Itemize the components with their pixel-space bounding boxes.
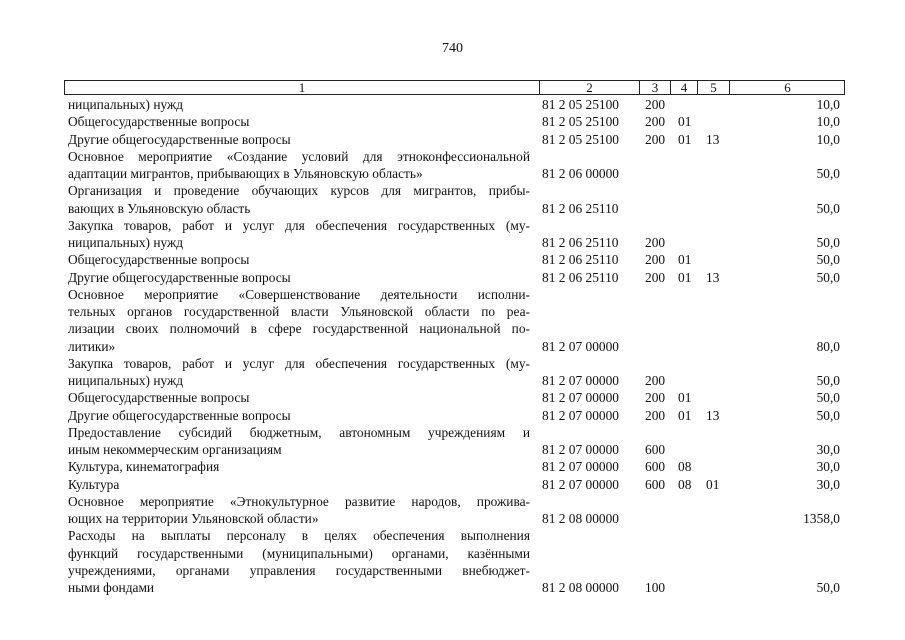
row-col-3: 600 <box>645 476 666 492</box>
row-col-3: 200 <box>645 269 666 285</box>
table-row <box>0 493 905 510</box>
row-amount: 30,0 <box>816 459 840 475</box>
row-description: ниципальных) нужд <box>68 97 184 112</box>
row-description: Культура <box>68 476 120 492</box>
row-code: 81 2 05 25100 <box>542 97 619 112</box>
table-row <box>0 372 905 389</box>
header-col-3: 3 <box>640 81 671 95</box>
row-description: Основное мероприятие «Совершенствование деятельности исполни- <box>68 286 530 302</box>
row-code: 81 2 06 25110 <box>542 235 619 250</box>
row-amount: 50,0 <box>816 235 840 250</box>
row-amount: 50,0 <box>816 580 840 595</box>
row-description: иным некоммерческим организациям <box>68 442 282 457</box>
table-header <box>64 80 845 95</box>
row-description: ными фондами <box>68 580 155 595</box>
table-row <box>0 251 905 268</box>
row-description: ниципальных) нужд <box>68 373 184 388</box>
row-col-3: 200 <box>645 114 666 130</box>
row-description: Расходы на выплаты персоналу в целях обеспечения выполнения <box>68 528 530 544</box>
table-row <box>0 165 905 182</box>
row-col-4: 01 <box>678 269 692 285</box>
table-row <box>0 338 905 355</box>
row-col-3: 200 <box>645 235 666 250</box>
row-description: Общегосударственные вопросы <box>68 252 250 268</box>
row-description: Культура, кинематография <box>68 459 220 475</box>
row-amount: 30,0 <box>816 476 840 492</box>
table-row <box>0 96 905 113</box>
row-col-5: 13 <box>706 407 720 423</box>
table-row <box>0 131 905 148</box>
row-description: Общегосударственные вопросы <box>68 390 250 406</box>
row-amount: 1358,0 <box>803 511 840 526</box>
table-row <box>0 527 905 544</box>
row-description: Общегосударственные вопросы <box>68 114 250 130</box>
row-col-3: 200 <box>645 97 666 112</box>
row-description: учреждениями, органами управления государственными внебюджет- <box>68 562 530 578</box>
table-row <box>0 320 905 337</box>
row-col-3: 600 <box>645 442 666 457</box>
table-row <box>0 200 905 217</box>
row-description: функций государственными (муниципальными) органами, казёнными <box>68 545 530 561</box>
row-col-4: 01 <box>678 407 692 423</box>
table-row <box>0 510 905 527</box>
row-description: Закупка товаров, работ и услуг для обеспечения государственных (му- <box>68 355 530 371</box>
table-row <box>0 441 905 458</box>
row-code: 81 2 06 25110 <box>542 269 619 285</box>
row-description: Основное мероприятие «Этнокультурное развитие народов, прожива- <box>68 493 530 509</box>
row-col-5: 01 <box>706 476 720 492</box>
row-amount: 80,0 <box>816 338 840 354</box>
row-code: 81 2 06 00000 <box>542 166 619 181</box>
header-col-6: 6 <box>784 80 791 95</box>
row-description: тельных органов государственной власти Ульяновской области по реа- <box>68 304 530 319</box>
row-col-4: 01 <box>678 390 692 406</box>
row-col-4: 01 <box>678 252 692 268</box>
row-description: адаптации мигрантов, прибывающих в Ульяновскую область» <box>68 166 423 181</box>
row-code: 81 2 06 25110 <box>542 252 619 268</box>
row-amount: 50,0 <box>816 252 840 268</box>
row-description: лизации своих полномочий в сфере государственной национальной по- <box>68 321 530 337</box>
row-col-4: 08 <box>678 459 692 475</box>
row-description: ниципальных) нужд <box>68 235 184 250</box>
row-code: 81 2 05 25100 <box>542 114 619 130</box>
row-description: Закупка товаров, работ и услуг для обеспечения государственных (му- <box>68 217 530 233</box>
row-description: Предоставление субсидий бюджетным, автономным учреждениям и <box>68 424 530 440</box>
row-code: 81 2 07 00000 <box>542 338 619 354</box>
row-amount: 50,0 <box>816 200 840 216</box>
header-col-1: 1 <box>65 81 540 95</box>
header-col-2: 2 <box>540 81 640 95</box>
row-code: 81 2 06 25110 <box>542 200 619 216</box>
row-amount: 50,0 <box>816 166 840 181</box>
row-code: 81 2 07 00000 <box>542 442 619 457</box>
row-description: Другие общегосударственные вопросы <box>68 269 291 285</box>
row-description: вающих в Ульяновскую область <box>68 200 251 216</box>
table-row <box>0 113 905 130</box>
row-col-5: 13 <box>706 269 720 285</box>
row-code: 81 2 07 00000 <box>542 407 619 423</box>
row-col-3: 600 <box>645 459 666 475</box>
row-amount: 50,0 <box>816 269 840 285</box>
row-amount: 50,0 <box>816 373 840 388</box>
row-amount: 10,0 <box>816 131 840 147</box>
table-row <box>0 458 905 475</box>
row-description: ющих на территории Ульяновской области» <box>68 511 319 526</box>
header-col-4: 4 <box>671 81 698 95</box>
table-row <box>0 148 905 165</box>
row-description: Другие общегосударственные вопросы <box>68 131 291 147</box>
table-row <box>0 476 905 493</box>
row-amount: 10,0 <box>816 114 840 130</box>
row-col-3: 200 <box>645 131 666 147</box>
table-row <box>0 562 905 579</box>
row-amount: 50,0 <box>816 407 840 423</box>
page-number: 740 <box>442 41 463 56</box>
table-row <box>0 355 905 372</box>
row-code: 81 2 07 00000 <box>542 390 619 406</box>
row-description: Основное мероприятие «Создание условий для этноконфессиональной <box>68 148 530 164</box>
table-row <box>0 269 905 286</box>
row-col-4: 01 <box>678 114 692 130</box>
table-row <box>0 303 905 320</box>
row-code: 81 2 07 00000 <box>542 476 619 492</box>
table-row <box>0 579 905 596</box>
row-col-3: 200 <box>645 390 666 406</box>
table-row <box>0 407 905 424</box>
table-row <box>0 389 905 406</box>
row-amount: 10,0 <box>816 97 840 112</box>
row-amount: 50,0 <box>816 390 840 406</box>
table-row <box>0 286 905 303</box>
row-description: Организация и проведение обучающих курсов для мигрантов, прибы- <box>68 183 530 199</box>
row-col-4: 08 <box>678 476 692 492</box>
row-description: литики» <box>68 338 116 354</box>
row-col-3: 200 <box>645 373 666 388</box>
row-code: 81 2 08 00000 <box>542 580 619 595</box>
row-code: 81 2 05 25100 <box>542 131 619 147</box>
row-col-4: 01 <box>678 131 692 147</box>
table-row <box>0 424 905 441</box>
table-row <box>0 217 905 234</box>
row-col-3: 100 <box>645 580 666 595</box>
table-row <box>0 234 905 251</box>
row-col-3: 200 <box>645 407 666 423</box>
row-col-3: 200 <box>645 252 666 268</box>
row-code: 81 2 08 00000 <box>542 511 619 526</box>
row-amount: 30,0 <box>816 442 840 457</box>
row-description: Другие общегосударственные вопросы <box>68 407 291 423</box>
row-code: 81 2 07 00000 <box>542 373 619 388</box>
table-row <box>0 182 905 199</box>
row-col-5: 13 <box>706 131 720 147</box>
row-code: 81 2 07 00000 <box>542 459 619 475</box>
table-body <box>0 96 905 596</box>
table-row <box>0 545 905 562</box>
header-col-5: 5 <box>698 81 730 95</box>
